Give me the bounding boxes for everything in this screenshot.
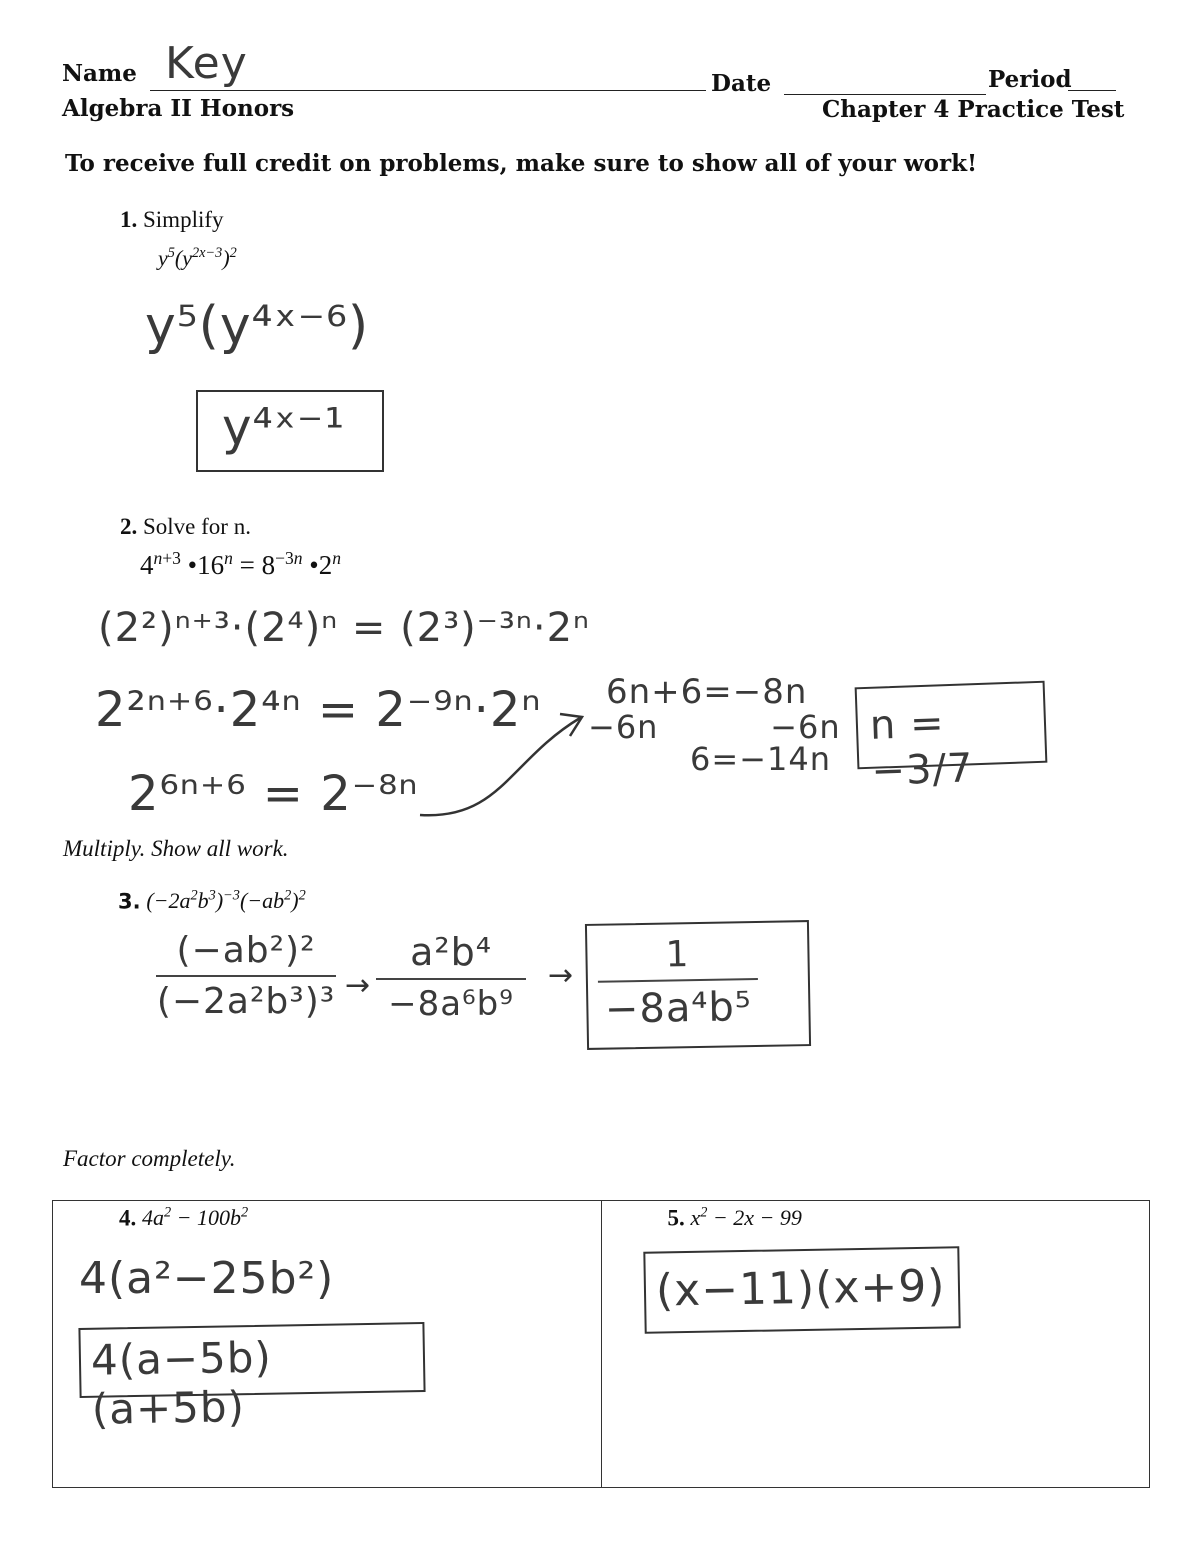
- q4-cell: [53, 1201, 602, 1488]
- test-title: Chapter 4 Practice Test: [822, 96, 1125, 123]
- date-line: [784, 94, 986, 95]
- q1-expression: $y^5(y^{2x-3})^2$: [158, 245, 237, 271]
- q1-prompt: [120, 207, 224, 233]
- name-label: Name: [62, 60, 137, 87]
- q3-number: 3.: [118, 889, 141, 914]
- q2-curved-arrow: [410, 700, 590, 830]
- q4-expression: $4a^2 - 100b^2$: [142, 1205, 249, 1231]
- q4-number: 4.: [119, 1205, 137, 1231]
- q3-prompt: [118, 888, 306, 914]
- q5-cell: [601, 1201, 1150, 1488]
- q2-side-line3: 6=−14n: [690, 740, 831, 778]
- q2-side-line1: 6n+6=−8n: [606, 672, 808, 712]
- q3-answer-fraction-bar: [598, 978, 758, 983]
- q1-answer: y⁴ˣ⁻¹: [222, 398, 346, 456]
- q3-work-fraction: [156, 930, 336, 1022]
- q2-answer-box: [855, 681, 1048, 795]
- q5-answer: (x−11)(x+9): [655, 1260, 946, 1317]
- q5-number: 5.: [667, 1205, 685, 1231]
- q5-prompt: [668, 1205, 802, 1231]
- q3-work2-fraction: [376, 930, 526, 1024]
- q3-answer-numerator: 1: [665, 934, 690, 976]
- section-factor: Factor completely.: [63, 1146, 236, 1171]
- q3-work-numerator: (−ab²)²: [176, 930, 316, 971]
- q1-answer-box: [196, 390, 384, 472]
- q5-answer-box: [643, 1246, 960, 1334]
- q2-work-line3: 2⁶ⁿ⁺⁶ = 2⁻⁸ⁿ: [128, 766, 419, 822]
- q2-number: 2.: [120, 514, 138, 539]
- q3-answer-box: [585, 920, 811, 1050]
- q2-prompt-text: Solve for n.: [143, 514, 251, 539]
- q4-answer-box: [78, 1322, 425, 1434]
- q3-answer-denominator: −8a⁴b⁵: [604, 984, 753, 1033]
- q3-arrow-1: →: [345, 968, 371, 1003]
- q1-work-step: y⁵(y⁴ˣ⁻⁶): [145, 296, 370, 356]
- q3-arrow-2: →: [548, 958, 574, 993]
- q2-equation: $4^{n+3}$ $•16^n = 8^{-3n}$ •2$^n$: [140, 548, 342, 580]
- q4-work-step: 4(a²−25b²): [79, 1253, 335, 1304]
- factor-table: [52, 1200, 1150, 1488]
- q3-work-denominator: (−2a²b³)³: [156, 981, 336, 1022]
- instructions: To receive full credit on problems, make sure to show all of your work!: [65, 150, 978, 177]
- q2-work-line2: 2²ⁿ⁺⁶·2⁴ⁿ = 2⁻⁹ⁿ·2ⁿ: [95, 682, 542, 738]
- section-multiply: Multiply. Show all work.: [63, 836, 289, 861]
- q4-prompt: [119, 1205, 248, 1231]
- q2-prompt: [120, 514, 251, 540]
- course-label: Algebra II Honors: [62, 95, 295, 122]
- q2-answer: n = −3/7: [869, 700, 975, 795]
- period-label: Period: [988, 66, 1072, 93]
- q5-expression: $x^2 - 2x - 99$: [690, 1205, 802, 1231]
- q3-work2-numerator: a²b⁴: [410, 930, 492, 974]
- q1-number: 1.: [120, 207, 138, 232]
- date-label: Date: [711, 70, 772, 97]
- q2-side-line2: −6n −6n: [588, 708, 841, 746]
- q4-answer: 4(a−5b)(a+5b): [90, 1332, 273, 1434]
- q3-work2-denominator: −8a⁶b⁹: [388, 984, 514, 1024]
- q1-prompt-text: Simplify: [143, 207, 224, 232]
- q2-work-line1: (2²)ⁿ⁺³·(2⁴)ⁿ = (2³)⁻³ⁿ·2ⁿ: [98, 605, 590, 651]
- name-value: Key: [165, 38, 248, 89]
- period-line: [1068, 90, 1116, 91]
- q3-work2-fraction-bar: [376, 978, 526, 980]
- q3-work-fraction-bar: [156, 975, 336, 977]
- q3-expression: $(-2a^2b^3)^{-3}(-ab^2)^2$: [146, 888, 306, 914]
- q3-answer-fraction: [597, 933, 759, 1033]
- name-line: [150, 90, 706, 91]
